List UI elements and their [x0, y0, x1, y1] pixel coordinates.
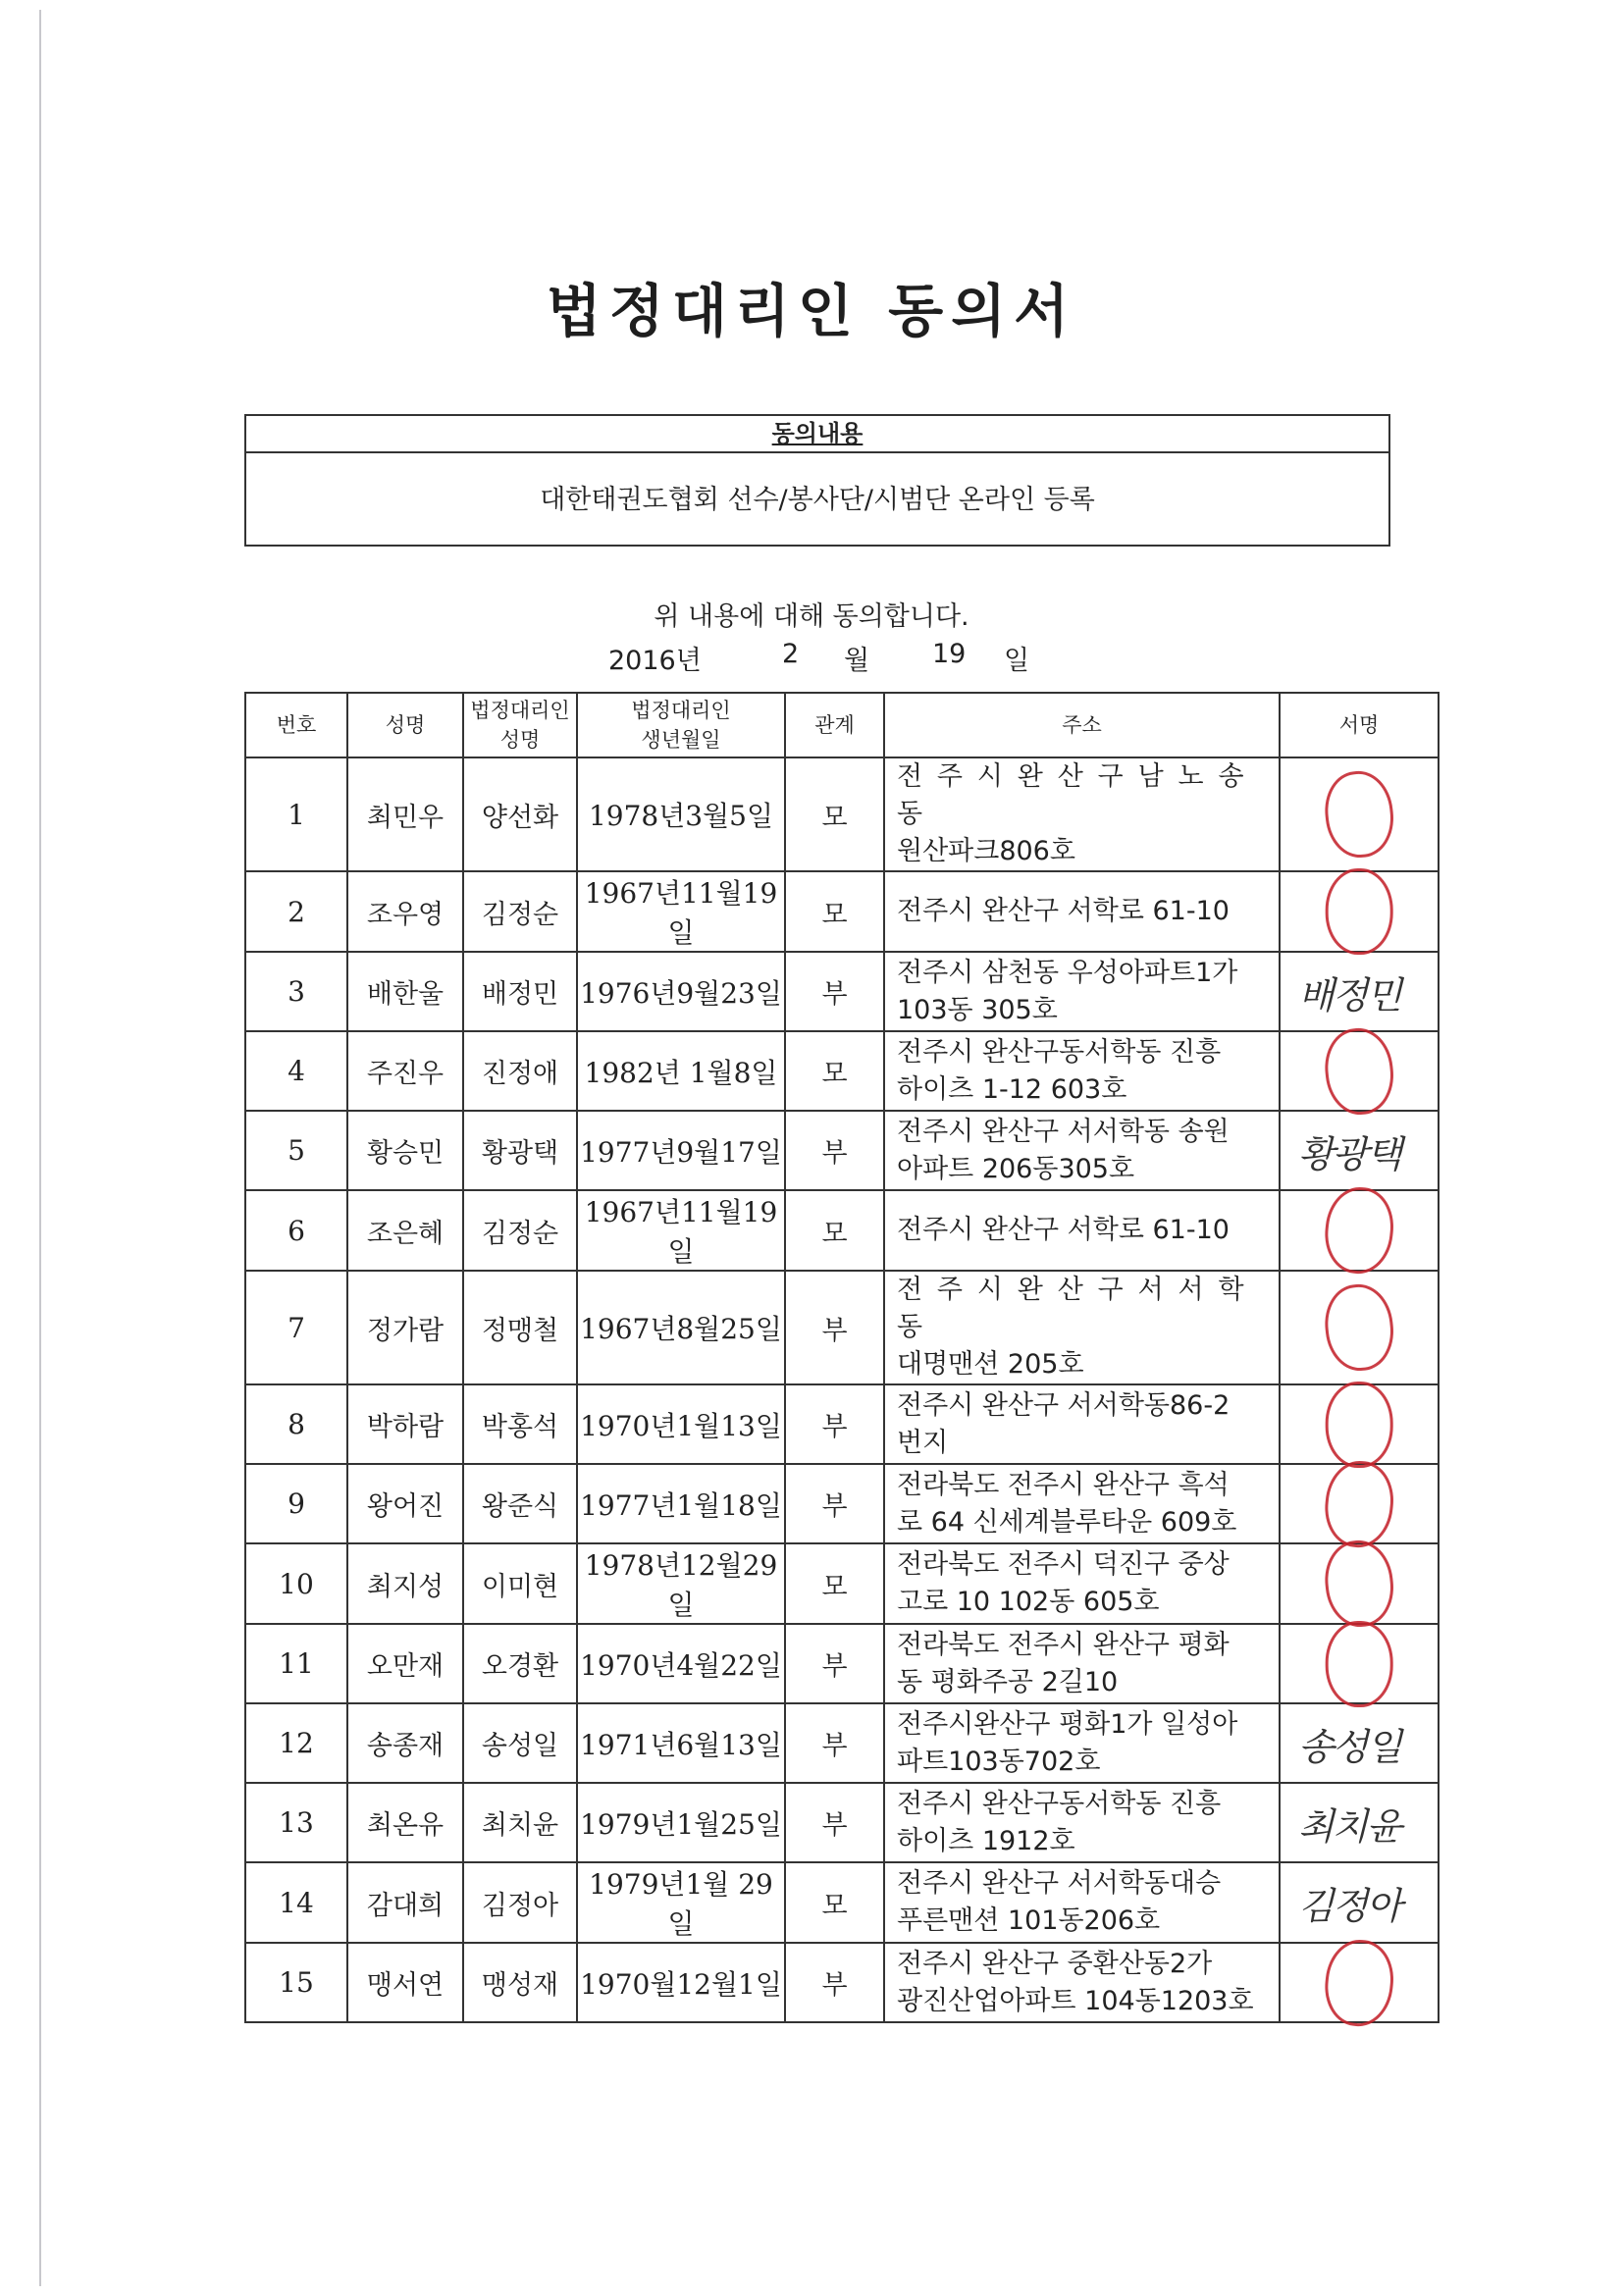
red-seal-stamp	[1321, 768, 1396, 861]
address	[884, 1862, 1280, 1943]
guardian-birthdate: 1982년 1월8일	[577, 1031, 785, 1111]
guardian-name: 양선화	[463, 757, 577, 871]
address	[884, 1384, 1280, 1464]
agreement-text: 위 내용에 대해 동의합니다.	[654, 601, 969, 632]
address	[884, 871, 1280, 952]
student-name: 조은혜	[347, 1190, 463, 1271]
address-line-2: 번지	[897, 1427, 949, 1458]
signature-cell	[1280, 1943, 1439, 2022]
guardian-name: 맹성재	[463, 1943, 577, 2022]
signature-cell	[1280, 1190, 1439, 1271]
row-number: 9	[245, 1464, 347, 1543]
signature-cell	[1280, 1111, 1439, 1190]
guardian-birthdate: 1979년1월25일	[577, 1783, 785, 1862]
guardian-name: 최치윤	[463, 1783, 577, 1862]
address	[884, 757, 1280, 871]
guardian-birthdate: 1967년11월19일	[577, 1190, 785, 1271]
header-rep-birth: 법정대리인 생년월일	[577, 693, 785, 757]
table-row	[245, 1624, 1439, 1703]
address	[884, 1624, 1280, 1703]
handwritten-signature: 황광택	[1297, 1132, 1401, 1175]
address	[884, 1190, 1280, 1271]
table-row	[245, 1271, 1439, 1384]
student-name: 황승민	[347, 1111, 463, 1190]
address-line-1: 전주시 완산구 서학로 61-10	[897, 1215, 1230, 1245]
table-row	[245, 1111, 1439, 1190]
consent-body: 대한태권도협회 선수/봉사단/시범단 온라인 등록	[540, 485, 1095, 515]
guardian-name: 김정순	[463, 1190, 577, 1271]
relation: 부	[785, 952, 884, 1031]
signature-cell	[1280, 1464, 1439, 1543]
guardian-birthdate: 1978년3월5일	[577, 757, 785, 871]
row-number: 4	[245, 1031, 347, 1111]
table-row	[245, 1384, 1439, 1464]
student-name: 최온유	[347, 1783, 463, 1862]
guardian-name: 박홍석	[463, 1384, 577, 1464]
row-number: 7	[245, 1271, 347, 1384]
red-seal-stamp	[1321, 1457, 1396, 1550]
date-month-unit: 월	[844, 646, 870, 676]
row-number: 5	[245, 1111, 347, 1190]
signature-cell	[1280, 952, 1439, 1031]
red-seal-stamp	[1321, 1184, 1396, 1278]
relation: 부	[785, 1943, 884, 2022]
address	[884, 1464, 1280, 1543]
guardian-name: 왕준식	[463, 1464, 577, 1543]
table-row	[245, 1031, 1439, 1111]
guardian-name: 이미현	[463, 1543, 577, 1624]
guardian-birthdate: 1977년1월18일	[577, 1464, 785, 1543]
relation: 부	[785, 1271, 884, 1384]
student-name: 맹서연	[347, 1943, 463, 2022]
address-line-1: 전주시 삼천동 우성아파트1가	[897, 957, 1238, 988]
consent-box	[244, 414, 1390, 547]
relation: 모	[785, 1862, 884, 1943]
header-name: 성명	[347, 693, 463, 757]
handwritten-signature: 김정아	[1297, 1884, 1401, 1928]
student-name: 정가람	[347, 1271, 463, 1384]
red-seal-stamp	[1321, 1538, 1396, 1631]
guardian-name: 진정애	[463, 1031, 577, 1111]
signature-cell	[1280, 1543, 1439, 1624]
address-line-2: 고로 10 102동 605호	[897, 1587, 1160, 1617]
address-line-2: 광진산업아파트 104동1203호	[897, 1985, 1254, 2016]
guardian-birthdate: 1971년6월13일	[577, 1703, 785, 1783]
relation: 부	[785, 1111, 884, 1190]
relation: 모	[785, 1190, 884, 1271]
student-name: 송종재	[347, 1703, 463, 1783]
relation: 모	[785, 1543, 884, 1624]
address-line-1: 전라북도 전주시 덕진구 중상	[897, 1549, 1230, 1580]
table-row	[245, 1783, 1439, 1862]
red-seal-stamp	[1321, 1024, 1396, 1118]
row-number: 12	[245, 1703, 347, 1783]
row-number: 1	[245, 757, 347, 871]
address-line-2: 대명맨션 205호	[897, 1349, 1084, 1380]
guardian-birthdate: 1979년1월 29일	[577, 1862, 785, 1943]
row-number: 6	[245, 1190, 347, 1271]
guardian-name: 송성일	[463, 1703, 577, 1783]
red-seal-stamp	[1321, 1281, 1396, 1375]
guardian-birthdate: 1970년4월22일	[577, 1624, 785, 1703]
row-number: 11	[245, 1624, 347, 1703]
address-line-1: 전주시 완산구 중환산동2가	[897, 1948, 1213, 1979]
address	[884, 1031, 1280, 1111]
address	[884, 1783, 1280, 1862]
signature-cell	[1280, 871, 1439, 952]
signature-cell	[1280, 757, 1439, 871]
guardian-name: 김정아	[463, 1862, 577, 1943]
student-name: 감대희	[347, 1862, 463, 1943]
student-name: 주진우	[347, 1031, 463, 1111]
student-name: 조우영	[347, 871, 463, 952]
date-day-unit: 일	[1004, 646, 1030, 676]
address-line-1: 전주시완산구남노송동	[897, 761, 1259, 829]
red-seal-stamp	[1326, 1621, 1393, 1707]
table-row	[245, 952, 1439, 1031]
address-line-2: 하이츠 1912호	[897, 1825, 1075, 1856]
address-line-2: 103동 305호	[897, 994, 1058, 1025]
row-number: 2	[245, 871, 347, 952]
guardian-birthdate: 1978년12월29일	[577, 1543, 785, 1624]
guardian-name: 김정순	[463, 871, 577, 952]
student-name: 최지성	[347, 1543, 463, 1624]
table-row	[245, 871, 1439, 952]
address-line-1: 전주시 완산구 서서학동86-2	[897, 1389, 1230, 1421]
relation: 부	[785, 1464, 884, 1543]
signature-cell	[1280, 1271, 1439, 1384]
row-number: 3	[245, 952, 347, 1031]
address	[884, 1543, 1280, 1624]
table-row	[245, 1943, 1439, 2022]
guardian-birthdate: 1967년8월25일	[577, 1271, 785, 1384]
signature-cell	[1280, 1624, 1439, 1703]
row-number: 15	[245, 1943, 347, 2022]
table-row	[245, 1862, 1439, 1943]
address-line-2: 원산파크806호	[897, 836, 1075, 866]
guardian-birthdate: 1976년9월23일	[577, 952, 785, 1031]
signature-cell	[1280, 1703, 1439, 1783]
address-line-2: 파트103동702호	[897, 1746, 1101, 1777]
address-line-2: 동 평화주공 2길10	[897, 1666, 1119, 1697]
table-row	[245, 757, 1439, 871]
student-name: 오만재	[347, 1624, 463, 1703]
handwritten-signature: 송성일	[1297, 1725, 1401, 1768]
header-rep-name: 법정대리인 성명	[463, 693, 577, 757]
address-line-1: 전주시 완산구 서학로 61-10	[897, 896, 1230, 926]
address-line-1: 전주시 완산구 서서학동 송원	[897, 1116, 1230, 1147]
relation: 부	[785, 1783, 884, 1862]
student-name: 최민우	[347, 757, 463, 871]
relation: 모	[785, 871, 884, 952]
student-name: 박하람	[347, 1384, 463, 1464]
signature-cell	[1280, 1384, 1439, 1464]
date-year: 2016년	[608, 646, 702, 676]
red-seal-stamp	[1321, 1936, 1396, 2029]
relation: 부	[785, 1703, 884, 1783]
table-header-row	[245, 693, 1439, 757]
relation: 부	[785, 1624, 884, 1703]
guardian-birthdate: 1970월12월1일	[577, 1943, 785, 2022]
address-line-1: 전라북도 전주시 완산구 흑석	[897, 1469, 1230, 1500]
relation: 부	[785, 1384, 884, 1464]
table-row	[245, 1464, 1439, 1543]
guardian-name: 오경환	[463, 1624, 577, 1703]
address-line-1: 전주시 완산구동서학동 진흥	[897, 1036, 1222, 1068]
address-line-2: 하이츠 1-12 603호	[897, 1073, 1127, 1105]
relation: 모	[785, 757, 884, 871]
handwritten-signature: 최치윤	[1297, 1804, 1401, 1848]
address	[884, 1943, 1280, 2022]
row-number: 10	[245, 1543, 347, 1624]
red-seal-stamp	[1326, 868, 1393, 955]
student-name: 배한울	[347, 952, 463, 1031]
guardian-birthdate: 1977년9월17일	[577, 1111, 785, 1190]
header-address: 주소	[884, 693, 1280, 757]
consent-heading: 동의내용	[246, 416, 1388, 453]
header-signature: 서명	[1280, 693, 1439, 757]
document-title: 법정대리인 동의서	[546, 278, 1077, 344]
binding-margin-line	[39, 10, 41, 2286]
address-line-2: 아파트 206동305호	[897, 1153, 1135, 1184]
table-row	[245, 1190, 1439, 1271]
date-month: 2	[782, 639, 800, 669]
row-number: 14	[245, 1862, 347, 1943]
signature-cell	[1280, 1031, 1439, 1111]
guardian-birthdate: 1967년11월19일	[577, 871, 785, 952]
red-seal-stamp	[1326, 1382, 1393, 1468]
row-number: 13	[245, 1783, 347, 1862]
table-row	[245, 1543, 1439, 1624]
row-number: 8	[245, 1384, 347, 1464]
relation: 모	[785, 1031, 884, 1111]
address-line-2: 로 64 신세계블루타운 609호	[897, 1506, 1237, 1538]
signature-cell	[1280, 1862, 1439, 1943]
address	[884, 952, 1280, 1031]
address-line-1: 전주시완산구서서학동	[897, 1275, 1259, 1342]
guardian-table	[244, 692, 1440, 2023]
guardian-name: 정맹철	[463, 1271, 577, 1384]
address-line-1: 전주시완산구 평화1가 일성아	[897, 1708, 1238, 1740]
handwritten-signature: 배정민	[1297, 973, 1401, 1017]
address	[884, 1703, 1280, 1783]
header-number: 번호	[245, 693, 347, 757]
guardian-name: 황광택	[463, 1111, 577, 1190]
address-line-1: 전주시 완산구동서학동 진흥	[897, 1788, 1222, 1819]
guardian-name: 배정민	[463, 952, 577, 1031]
student-name: 왕어진	[347, 1464, 463, 1543]
guardian-birthdate: 1970년1월13일	[577, 1384, 785, 1464]
address-line-1: 전주시 완산구 서서학동대승	[897, 1868, 1222, 1899]
address	[884, 1111, 1280, 1190]
header-relation: 관계	[785, 693, 884, 757]
signature-cell	[1280, 1783, 1439, 1862]
table-row	[245, 1703, 1439, 1783]
address-line-1: 전라북도 전주시 완산구 평화	[897, 1629, 1230, 1660]
address-line-2: 푸른맨션 101동206호	[897, 1905, 1161, 1936]
date-day: 19	[932, 639, 967, 669]
address	[884, 1271, 1280, 1384]
